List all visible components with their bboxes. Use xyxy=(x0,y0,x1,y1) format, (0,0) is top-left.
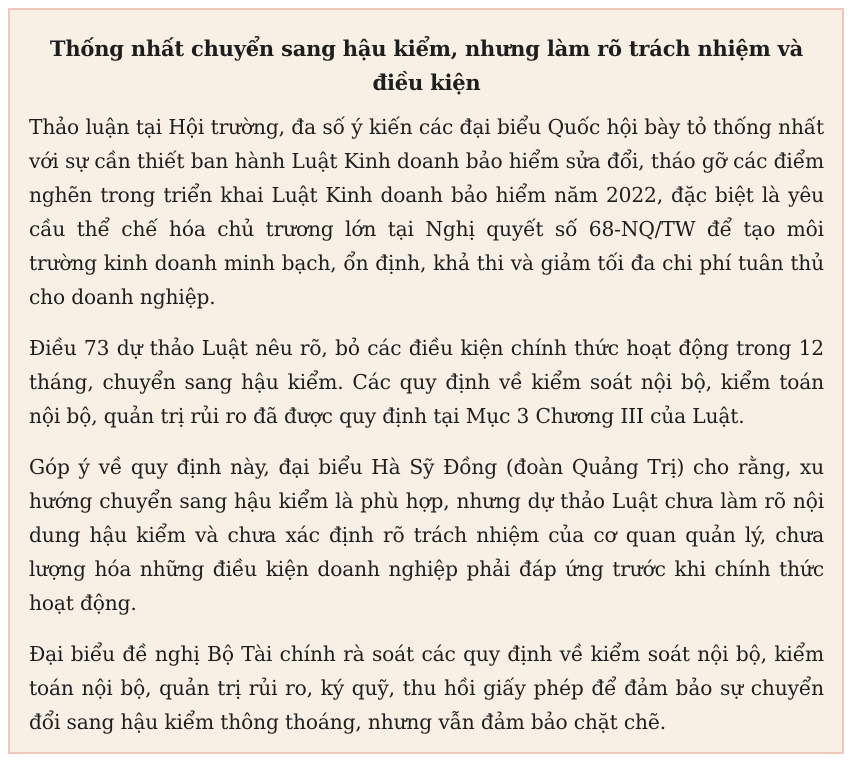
paragraph-4: Đại biểu đề nghị Bộ Tài chính rà soát các quy định về kiểm soát nội bộ, kiểm toán nội bộ, quản trị rủi ro, ký quỹ, thu hồi giấy phép để đảm bảo sự chuyển đổi sang hậu kiểm thông thoáng, nhưng vẫn đảm bảo chặt chẽ. xyxy=(29,642,824,734)
article-highlight-box xyxy=(8,8,844,754)
paragraph-2: Điều 73 dự thảo Luật nêu rõ, bỏ các điều kiện chính thức hoạt động trong 12 tháng, chuyển sang hậu kiểm. Các quy định về kiểm soát nội bộ, kiểm toán nội bộ, quản trị rủi ro đã được quy định tại Mục 3 Chương III của Luật. xyxy=(29,336,824,428)
box-heading: Thống nhất chuyển sang hậu kiểm, nhưng làm rõ trách nhiệm và điều kiện xyxy=(49,36,804,95)
paragraph-3: Góp ý về quy định này, đại biểu Hà Sỹ Đồng (đoàn Quảng Trị) cho rằng, xu hướng chuyển sang hậu kiểm là phù hợp, nhưng dự thảo Luật chưa làm rõ nội dung hậu kiểm và chưa xác định rõ trách nhiệm của cơ quan quản lý, chưa lượng hóa những điều kiện doanh nghiệp phải đáp ứng trước khi chính thức hoạt động. xyxy=(29,455,824,615)
paragraph-1: Thảo luận tại Hội trường, đa số ý kiến các đại biểu Quốc hội bày tỏ thống nhất với sự cần thiết ban hành Luật Kinh doanh bảo hiểm sửa đổi, tháo gỡ các điểm nghẽn trong triển khai Luật Kinh doanh bảo hiểm năm 2022, đặc biệt là yêu cầu thể chế hóa chủ trương lớn tại Nghị quyết số 68-NQ/TW để tạo môi trường kinh doanh minh bạch, ổn định, khả thi và giảm tối đa chi phí tuân thủ cho doanh nghiệp. xyxy=(29,115,824,309)
